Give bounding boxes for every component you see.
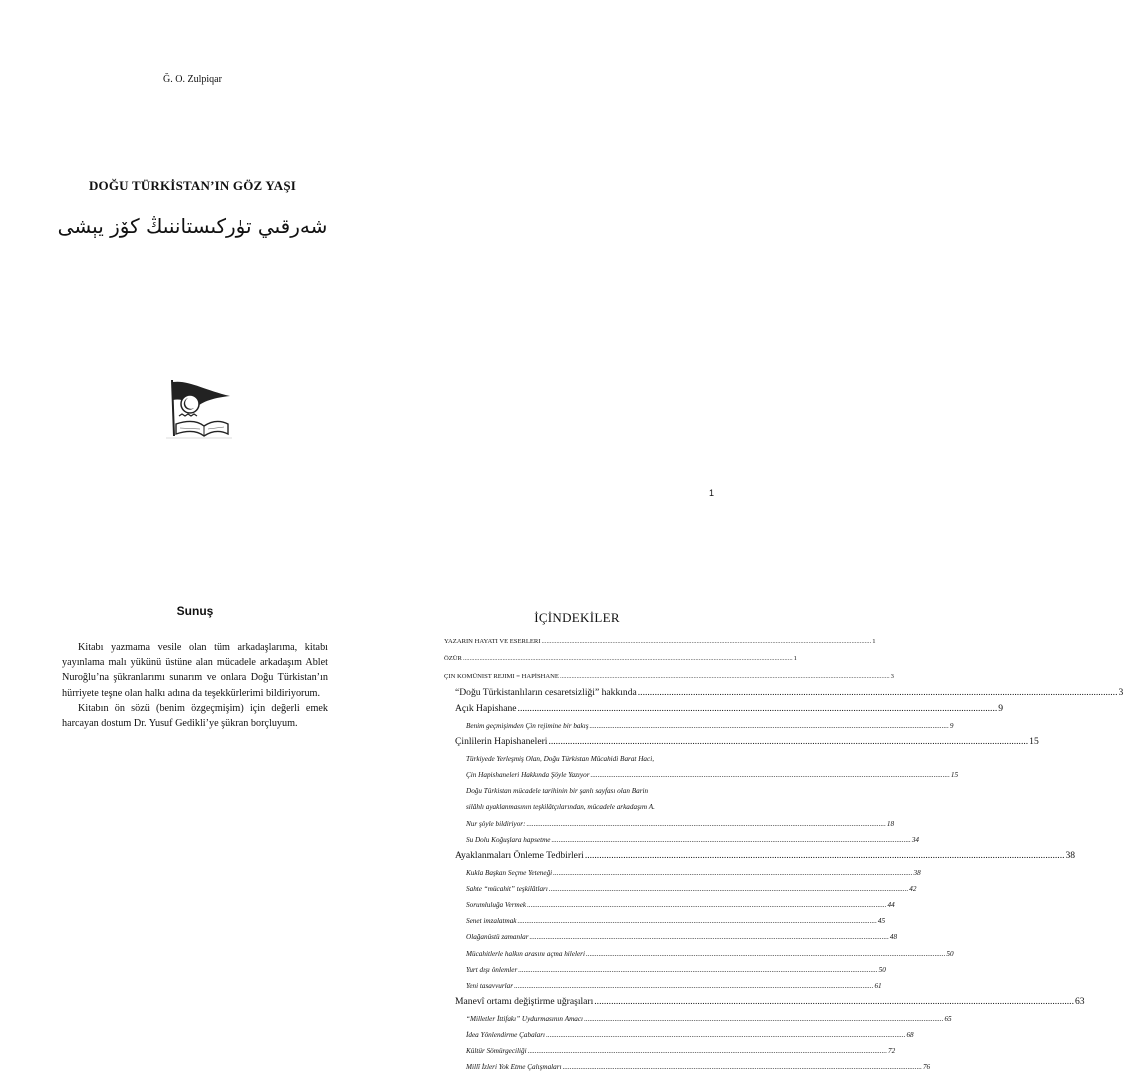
toc-entry[interactable] (444, 881, 917, 897)
toc-entry[interactable] (444, 685, 1123, 702)
toc-leader-dots (518, 913, 877, 929)
toc-entry-title: Benim geçmişimden Çin rejimine bir bakış (466, 722, 589, 731)
toc-entry-title: Yurt dışı önlemler (466, 965, 518, 974)
page-number: 1 (708, 488, 714, 498)
flag-book-logo-icon (164, 376, 234, 442)
toc-list (444, 633, 1123, 1075)
toc-entry-title: Mücahitlerle halkın arasını açma hileleri (466, 949, 585, 958)
toc-entry-title: ÇIN KOMÜNIST REJIMI = HAPİSHANE (444, 672, 559, 680)
toc-entry-page: 68 (906, 1030, 914, 1039)
toc-entry-title: Senet imzalatmak (466, 917, 517, 926)
toc-entry-page: 42 (909, 884, 917, 893)
first-page (0, 0, 768, 512)
toc-entry-title: Olağanüstü zamanlar (466, 933, 529, 942)
toc-leader-dots (586, 946, 945, 962)
toc-entry-page: 45 (877, 917, 886, 926)
toc-entry[interactable] (444, 1043, 896, 1059)
toc-entry-title: Kültür Sömürgeciliği (466, 1047, 527, 1056)
sunus-paragraph: Kitabı yazmama vesile olan tüm arkadaşlarıma, kitabı yayınlama malı yükünü üstüne alan mücadele arkadaşım Ablet Nuroğlu’na şükranlarımı sunarım ve onlara Doğu Türkistan’ın hürriyete teşne olan halkı adına da teşekkürlerimi bildiriyorum. (62, 642, 328, 699)
toc-entry[interactable] (444, 978, 882, 994)
toc-leader-dots (585, 848, 1065, 865)
toc-entry[interactable] (444, 962, 886, 978)
table-of-contents (444, 610, 1123, 1075)
toc-leader-dots (528, 1043, 887, 1059)
toc-entry[interactable] (444, 897, 895, 913)
toc-entry-title: Manevî ortamı değiştirme uğraşıları (455, 996, 594, 1008)
toc-entry[interactable] (444, 668, 894, 685)
toc-entry-page: 3 (1118, 686, 1123, 698)
toc-entry[interactable] (444, 946, 954, 962)
toc-entry-page: 63 (1074, 996, 1085, 1008)
toc-entry[interactable] (444, 783, 710, 799)
toc-entry-title: YAZARIN HAYATI VE ESERLERI (444, 638, 541, 645)
toc-entry-page: 34 (911, 835, 920, 844)
toc-entry[interactable] (444, 994, 1085, 1011)
toc-entry[interactable] (444, 1059, 931, 1075)
toc-leader-dots (591, 767, 950, 783)
toc-entry-page: 38 (1065, 849, 1076, 861)
toc-leader-dots (463, 650, 793, 667)
toc-leader-dots (590, 718, 949, 734)
book-title: DOĞU TÜRKİSTAN’IN GÖZ YAŞI (88, 178, 297, 193)
toc-leader-dots (553, 865, 912, 881)
toc-leader-dots (527, 816, 886, 832)
toc-heading: İÇİNDEKİLER (534, 610, 620, 625)
toc-entry-page: 61 (874, 981, 882, 990)
toc-entry-title: Sorumluluğa Vermek (466, 900, 527, 909)
toc-entry[interactable] (444, 751, 710, 767)
toc-entry-title: Doğu Türkistan mücadele tarihinin bir şanlı sayfası olan Barin (466, 787, 649, 796)
toc-entry[interactable] (444, 1011, 952, 1027)
toc-entry-page: 38 (913, 868, 921, 877)
toc-entry-page: 50 (946, 949, 954, 958)
toc-entry-title: Türkiyede Yerleşmiş Olan, Doğu Türkistan Mücahidi Barat Haci, (466, 754, 654, 763)
toc-leader-dots (563, 1059, 922, 1075)
toc-leader-dots (518, 962, 877, 978)
toc-entry[interactable] (444, 701, 1004, 718)
toc-entry[interactable] (444, 799, 710, 815)
toc-entry[interactable] (444, 767, 959, 783)
toc-leader-dots (530, 929, 889, 945)
toc-entry[interactable] (444, 865, 921, 881)
toc-entry[interactable] (444, 816, 895, 832)
toc-entry[interactable] (444, 913, 886, 929)
toc-leader-dots (518, 701, 998, 718)
toc-leader-dots (546, 1027, 905, 1043)
toc-entry[interactable] (444, 633, 876, 650)
toc-entry-title: Su Dolu Koğuşlara hapsetme (466, 835, 551, 844)
toc-entry-title: Yeni tasavvurlar (466, 981, 514, 990)
toc-leader-dots (551, 832, 910, 848)
toc-entry-page: 3 (890, 672, 894, 680)
toc-leader-dots (594, 994, 1074, 1011)
toc-entry[interactable] (444, 929, 898, 945)
sunus-heading: Sunuş (176, 604, 214, 618)
toc-entry-title: Kukla Başkan Seçme Yeteneği (466, 868, 553, 877)
toc-entry-page: 44 (887, 900, 895, 909)
toc-entry-page: 15 (1029, 736, 1039, 748)
toc-entry-title: “Milletler İttifakı” Uydurmasının Amacı (466, 1014, 584, 1023)
toc-entry[interactable] (444, 848, 1076, 865)
toc-entry-title: Açık Hapishane (455, 703, 517, 715)
toc-entry-page: 76 (922, 1063, 931, 1072)
toc-leader-dots (549, 881, 908, 897)
toc-entry[interactable] (444, 832, 920, 848)
toc-entry-title: Nur şöyle bildiriyor: (466, 819, 526, 828)
toc-leader-dots (548, 734, 1028, 751)
author-name: Ğ. O. Zulpiqar (163, 74, 222, 85)
toc-entry-title: Sahte “mücahit” teşkilâtları (466, 884, 548, 893)
toc-entry-title: İdea Yönlendirme Çabaları (466, 1030, 546, 1039)
toc-entry-page: 18 (886, 819, 895, 828)
toc-leader-dots (560, 668, 890, 685)
toc-entry-page: 50 (878, 965, 886, 974)
toc-entry-title: silâhlı ayaklanmasının teşkilâtçılarından, mücadele arkadaşım A. (466, 803, 655, 812)
toc-entry-title: Millî İzleri Yok Etme Çalışmaları (466, 1063, 562, 1072)
toc-leader-dots (542, 633, 872, 650)
toc-entry-page: 15 (950, 771, 959, 780)
toc-entry-title: Çinlilerin Hapishaneleri (455, 736, 548, 748)
toc-entry-page: 9 (998, 703, 1004, 715)
toc-entry-page: 48 (889, 933, 898, 942)
toc-entry-title: ÖZÜR (444, 655, 462, 663)
toc-entry-page: 72 (888, 1047, 896, 1056)
sunus-section (62, 604, 328, 731)
toc-entry[interactable] (444, 1027, 914, 1043)
toc-entry-page: 1 (793, 655, 797, 663)
toc-entry-title: “Doğu Türkistanlıların cesaretsizliği” hakkında (455, 686, 637, 698)
toc-entry-title: Çin Hapishaneleri Hakkında Şöyle Yazıyor (466, 771, 590, 780)
book-title-uyghur: شەرقىي تۈركىستاننىڭ كۆز يېشى (57, 214, 328, 238)
toc-entry-page: 9 (949, 722, 954, 731)
toc-leader-dots (638, 685, 1118, 702)
toc-leader-dots (527, 897, 886, 913)
toc-leader-dots (584, 1011, 943, 1027)
toc-entry[interactable] (444, 650, 797, 667)
sunus-paragraph: Kitabın ön sözü (benim özgeçmişim) için değerli emek harcayan dostum Dr. Yusuf Gedikli’ye şükran borçluyum. (62, 702, 328, 730)
toc-entry-page: 65 (944, 1014, 952, 1023)
toc-leader-dots (514, 978, 873, 994)
toc-entry-page: 1 (872, 638, 876, 645)
toc-entry[interactable] (444, 734, 1039, 751)
toc-entry-title: Ayaklanmaları Önleme Tedbirleri (455, 849, 584, 861)
toc-entry[interactable] (444, 718, 954, 734)
